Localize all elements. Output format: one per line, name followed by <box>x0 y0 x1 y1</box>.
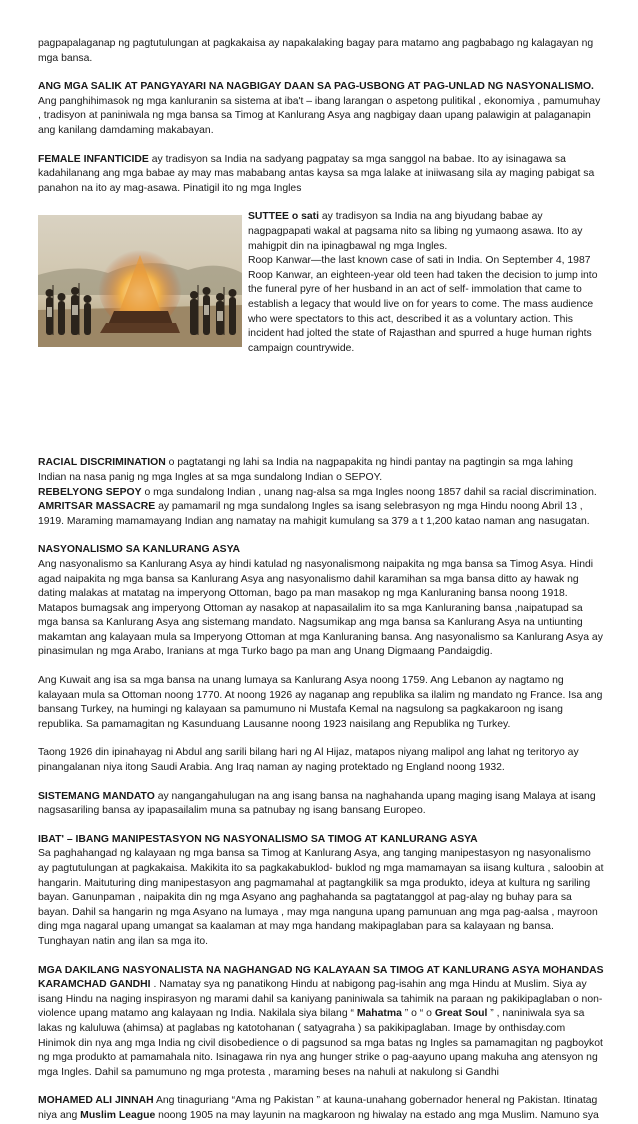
sepoy-text: o mga sundalong Indian , unang nag-alsa sa mga Ingles noong 1857 dahil sa racial discrimination. <box>141 486 597 498</box>
mandato-term: SISTEMANG MANDATO <box>38 790 155 802</box>
infanticide-paragraph <box>38 153 604 197</box>
jinnah-text-2: noong 1905 na may layunin na magkaroon ng hiwalay na estado ang mga Muslim. Namuno sya <box>155 1109 599 1121</box>
document-page <box>38 37 604 1124</box>
suttee-section <box>38 210 604 456</box>
salik-heading: ANG MGA SALIK AT PANGYAYARI NA NAGBIGAY DAAN SA PAG-USBONG AT PAG-UNLAD NG NASYONALISMO. <box>38 81 594 93</box>
gandhi-text-3: ” , naniniwala sya sa lakas ng kaluluwa (ahimsa) at paglabas ng katotohanan ( satyagraha ) sa pakikipaglaban. Image by onthisday.com Hinimok din nya ang mga India ng civil disobedience o di pagsunod sa mga batas ng Ingles sa pamamagitan ng pagboykot ng mga produkto at pamamahala nito. Isinagawa rin nya ang hunger strike o pag-aayuno upang makuha ang atensyon ng mga Ingles. Dahil sa pamumuno ng mga protesta , maraming beses na nahuli at nakulong si Gandhi <box>38 1008 603 1078</box>
saudi-paragraph: Taong 1926 din ipinahayag ni Abdul ang sarili bilang hari ng Al Hijaz, matapos niyang malipol ang lahat ng teritoryo ay pinangalanan niya itong Saudi Arabia. Ang Iraq naman ay naging protektado ng England noong 1932. <box>38 747 579 774</box>
gandhi-heading: MGA DAKILANG NASYONALISTA NA NAGHANGAD NG KALAYAAN SA TIMOG AT KANLURANG ASYA MOHANDAS KARAMCHAD GANDHI <box>38 964 604 991</box>
kanluran-body: Ang nasyonalismo sa Kanlurang Asya ay hindi katulad ng nasyonalismong naipakita ng mga bansa sa Timog Asya. Hindi agad naipakita ng mga bansa sa Kanlurang Asya ang nasyonalismo dahil karamihan sa mga bansa ditto ay hawak ng dating malakas at matatag na imperyong Ottoman, bago pa man masakop ng mga Kanluraning bansa noong 1918. Matapos bumagsak ang imperyong Ottoman ay nasakop at napasailalim ito sa mga Kanluraning bansa ,naipatupad sa mga bansa sa Kanlurang Asya ang sistemang mandato. Nagsumikap ang mga bansa sa Kanlurang Asya na untiunting makamtan ang kalayaan mula sa Imperyong Ottoman at mga Kanluraning bansa. Ang nasyonalismo sa Kanlurang Asya ay pinasimulan ng mga Arabo, Iranians at mga Turko bago pa man ang Unang Digmaang Pandaigdig. <box>38 558 603 658</box>
mahatma-term: Mahatma <box>356 1008 402 1020</box>
infanticide-text: ay tradisyon sa India na sadyang pagpatay sa mga sanggol na babae. Ito ay isinagawa sa kadahilanang ang mga babae ay may mas mababang antas kaysa sa mga lalake at iniiwasang sila ay maging pabigat sa panahon na ito ay mag-asawa. Pinatigil ito ng mga Ingles <box>38 153 595 194</box>
suttee-text: ay tradisyon sa India na ang biyudang babae ay nagpagpapati wakal at pagsama nito sa libing ng yumaong asawa. Ito ay mahigpit din na ipinagbawal ng mga Ingles. <box>248 211 583 252</box>
infanticide-term: FEMALE INFANTICIDE <box>38 153 149 165</box>
sepoy-term: REBELYONG SEPOY <box>38 486 142 498</box>
mandato-paragraph <box>38 790 604 819</box>
amritsar-term: AMRITSAR MASSACRE <box>38 501 156 513</box>
intro-tail-paragraph: pagpapalaganap ng pagtutulungan at pagkakaisa ay napakalaking bagay para matamo ang pagbabago ng kalagayan ng mga bansa. <box>38 38 594 64</box>
jinnah-term: MOHAMED ALI JINNAH <box>38 1095 154 1107</box>
kanluran-heading: NASYONALISMO SA KANLURANG ASYA <box>38 544 241 556</box>
salik-body: Ang panghihimasok ng mga kanluranin sa sistema at iba't – ibang larangan o aspetong pulitikal , ekonomiya , pamumuhay , tradisyon at paniniwala ng mga bansa sa Timog at Kanlurang Asya ang nagbigay daan upang palawigin at palaganapin ang kanilang damdaming makabayan. <box>38 95 601 136</box>
suttee-illustration <box>38 215 242 347</box>
ibat-body: Sa paghahangad ng kalayaan ng mga bansa sa Timog at Kanlurang Asya, ang tanging manipestasyon ng nasyonalismo ay pagtutulungan at pagkakaisa. Makikita ito sa pagkakabuklod- buklod ng mga mamamayan sa iisang kultura , saloobin at hangarin. Maituturing ding manipestasyon ang pagmamahal at pagtangkilik sa mga produkto, ideya at kultura ng sariling bayan. Ganunpaman , naipakita din ng mga Asyano ang paghahanda sa pagtatanggol at pag-alay ng buhay para sa bayan. Dahil sa hangarin ng mga Asyano na lumaya , may mga nanguna upang pamunuan ang mga pag-aalsa , mayroon ding mga nagaral upang umangat sa kaalaman at may mga handang makipaglaban para sa kalayaan ng bansa. Tunghayan natin ang ilan sa mga ito. <box>38 848 604 947</box>
suttee-text-block <box>248 210 604 356</box>
jinnah-paragraph <box>38 1094 604 1123</box>
suttee-term: SUTTEE o sati <box>248 211 320 223</box>
amritsar-text: ay pamamaril ng mga sundalong Ingles sa isang selebrasyon ng mga Hindu noong Abril 13 , 1919. Maraming mamamayang Indian ang namatay na mahigit kumulang sa 379 a t 1,200 katao naman ang nasugatan. <box>38 501 590 527</box>
racial-term: RACIAL DISCRIMINATION <box>38 457 166 469</box>
suttee-paragraph <box>248 210 604 254</box>
great-soul-term: Great Soul <box>434 1008 488 1020</box>
gandhi-text-1: . Namatay sya ng panatikong Hindu at nabigong pag-isahin ang mga Hindu at Muslim. Siya ay isang Hindu na naging inspirasyon ng marami dahil sa kaniyang paniniwala sa tahimik na paraan ng pakikipaglaban o non-violence upang matamo ang kalayaan ng India. Nakilala siya bilang “ <box>38 979 603 1020</box>
muslim-league-term: Muslim League <box>80 1109 156 1121</box>
roop-kanwar-paragraph: Roop Kanwar—the last known case of sati in India. On September 4, 1987 Roop Kanwar, an eighteen-year old teen had taken the decision to jump into the funeral pyre of her husband in an act of self- immolation that came to establish a legacy that would live on for years to come. The mass audience who were spectators to this act, described it as a voluntary action. This incident had jolted the state of Rajasthan and spurred a huge human rights campaign countrywide. <box>248 255 598 354</box>
racial-text: o pagtatangi ng lahi sa India na nagpapakita ng hindi pantay na pagtingin sa mga lahing Indian na nasa panig ng mga Ingles at sa mga sundalong Indian o SEPOY. <box>38 457 574 483</box>
ibat-heading: IBAT' – IBANG MANIPESTASYON NG NASYONALISMO SA TIMOG AT KANLURANG ASYA <box>38 833 478 845</box>
gandhi-paragraph <box>38 964 604 1081</box>
gandhi-text-2: ” o “ o <box>401 1008 435 1020</box>
jinnah-text-1: Ang tinaguriang “Ama ng Pakistan ” at kauna-unahang gobernador heneral ng Pakistan. Itinatag niya ang <box>38 1095 598 1121</box>
amritsar-paragraph <box>38 500 604 529</box>
kuwait-paragraph: Ang Kuwait ang isa sa mga bansa na unang lumaya sa Kanlurang Asya noong 1759. Ang Lebanon ay nagtamo ng kalayaan mula sa Ottoman noong 1770. At noong 1926 ay naganap ang republika sa ilalim ng mandato ng France. Isa ang bansang Turkey, na humingi ng kalayaan sa pamumuno ni Mustafa Kemal na nagsulong sa pagkakaroon ng isang republika. Sa pamamagitan ng Kasunduang Lausanne noong 1923 naisilang ang Republika ng Turkey. <box>38 675 603 730</box>
mandato-text: ay nangangahulugan na ang isang bansa na naghahanda upang maging isang Malaya at isang nagsasariling bansa ay ipapasailalim muna sa patnubay ng isang bansang Europeo. <box>38 790 596 817</box>
sepoy-paragraph <box>38 486 604 501</box>
racial-paragraph <box>38 456 604 485</box>
